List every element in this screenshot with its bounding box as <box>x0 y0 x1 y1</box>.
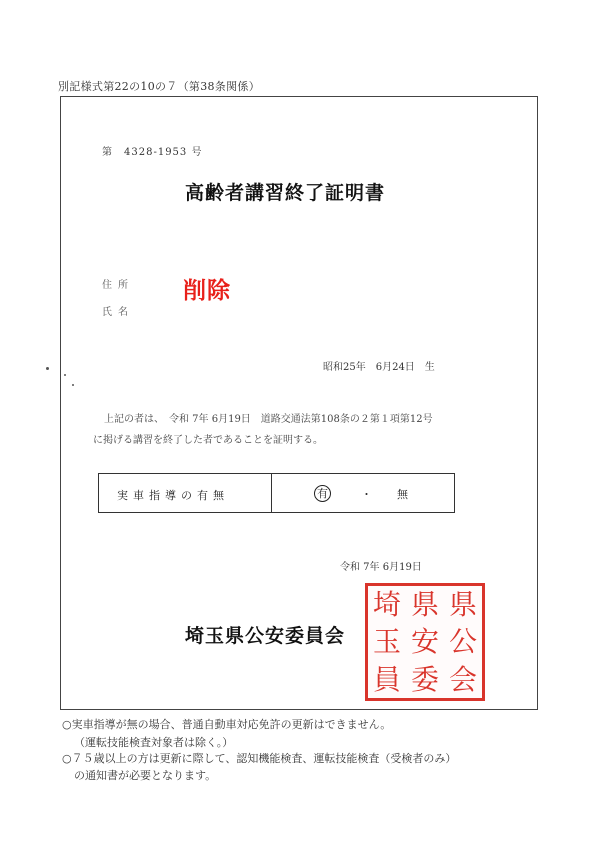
seal-char: 県 <box>410 588 439 621</box>
issuer-name: 埼玉県公安委員会 <box>185 625 346 647</box>
guidance-option-no: 無 <box>397 488 408 501</box>
scan-speck <box>64 374 66 376</box>
seal-char: 会 <box>448 662 477 696</box>
note-line-3: ○７５歳以上の方は更新に際して、認知機能検査、運転技能検査（受検者のみ） <box>62 752 457 765</box>
seal-char: 玉 <box>372 625 401 659</box>
body-text-line-1: 上記の者は、 令和 7年 6月19日 道路交通法第108条の２第１項第12号 <box>104 414 433 425</box>
seal-char: 委 <box>410 662 439 696</box>
birth-date: 昭和25年 6月24日 生 <box>323 362 435 373</box>
redacted-text: 削除 <box>183 278 231 304</box>
issue-date: 令和 7年 6月19日 <box>340 562 422 573</box>
seal-char: 県 <box>448 588 477 621</box>
guidance-table-divider <box>271 473 272 513</box>
seal-char: 安 <box>410 625 439 659</box>
note-line-1: ○実車指導が無の場合、普通自動車対応免許の更新はできません。 <box>62 718 392 731</box>
scan-speck <box>46 367 49 370</box>
scan-speck <box>72 384 74 386</box>
form-reference: 別記様式第22の10の７（第38条関係） <box>58 80 260 93</box>
official-seal <box>365 583 485 701</box>
certificate-number: 第 4328-1953 号 <box>102 147 203 158</box>
seal-char: 公 <box>448 625 477 659</box>
name-label: 氏名 <box>102 307 134 318</box>
body-text-line-2: に掲げる講習を終了した者であることを証明する。 <box>93 435 323 446</box>
guidance-option-yes-circled: 有 <box>314 485 331 502</box>
note-line-4: の通知書が必要となります。 <box>74 769 217 782</box>
certificate-title: 高齢者講習終了証明書 <box>185 182 386 204</box>
seal-char: 埼 <box>372 588 401 621</box>
address-label: 住所 <box>102 280 134 291</box>
note-line-2: （運転技能検査対象者は除く。） <box>74 736 234 749</box>
guidance-separator: ・ <box>361 488 372 501</box>
guidance-label: 実車指導の有無 <box>117 489 229 502</box>
seal-char: 員 <box>372 662 401 696</box>
